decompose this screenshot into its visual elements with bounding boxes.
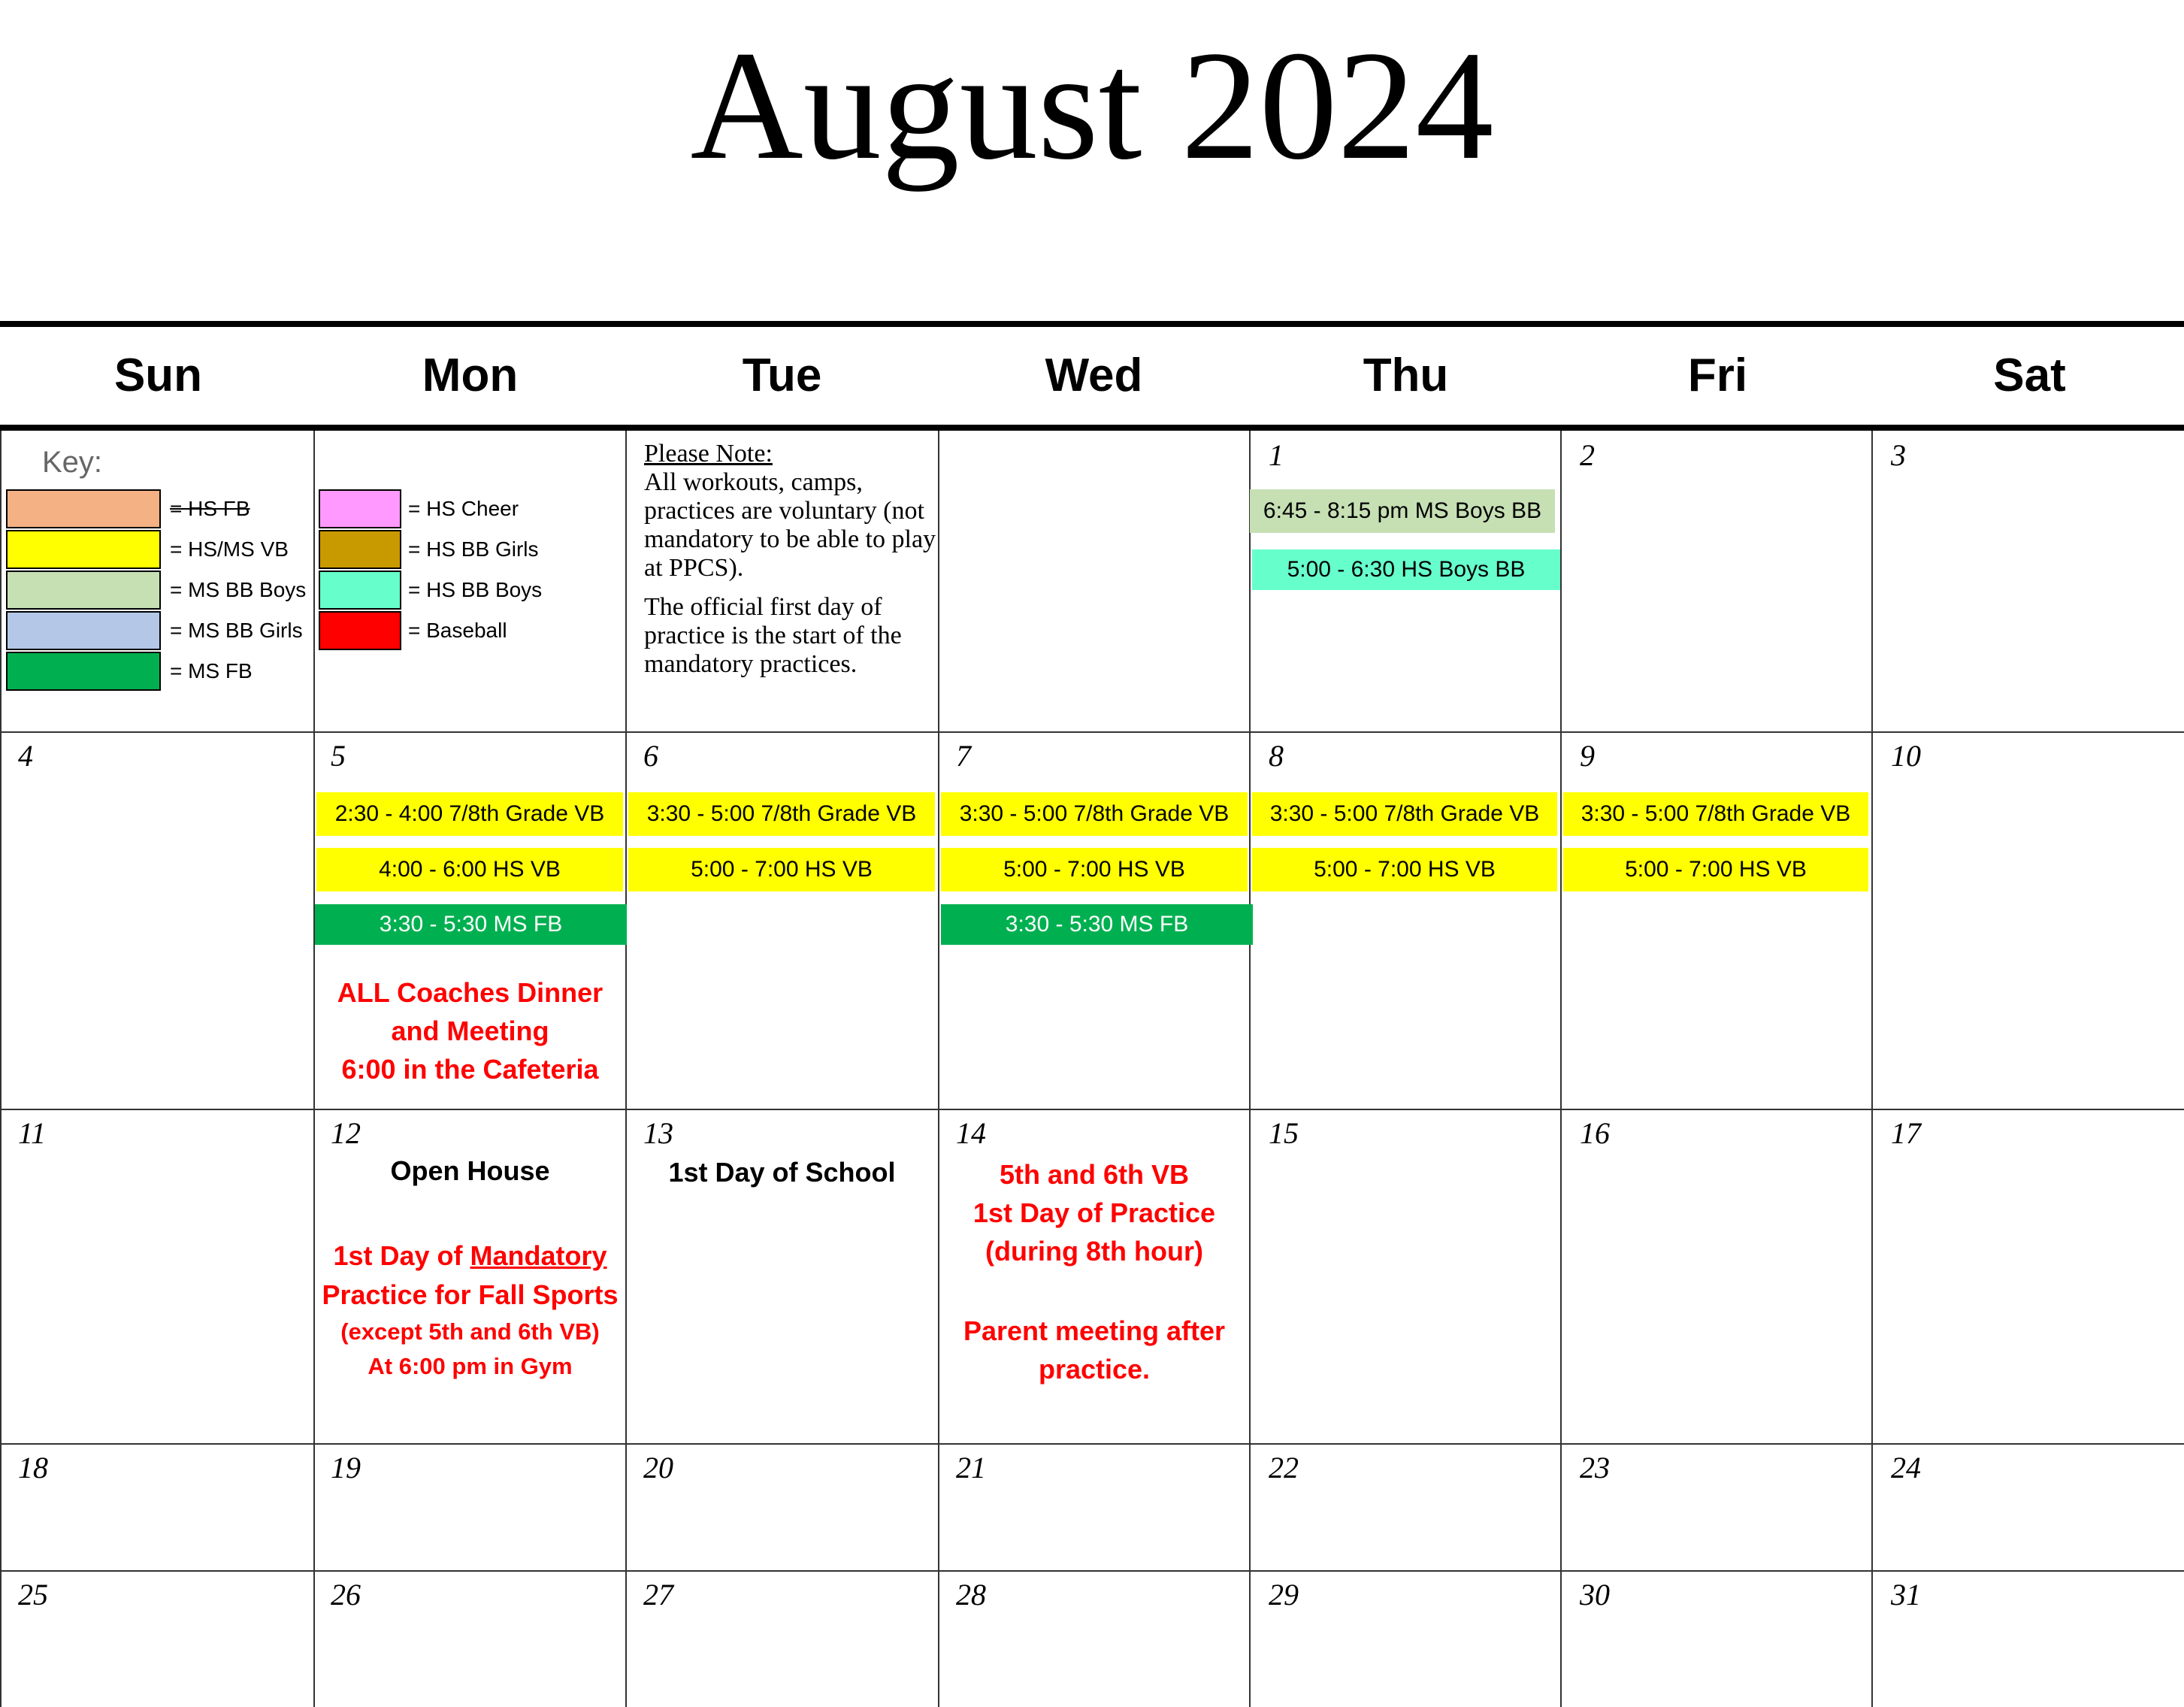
row-divider (0, 1109, 2184, 1110)
day-number: 19 (331, 1451, 361, 1485)
day-number: 13 (643, 1116, 673, 1150)
note-line: Parent meeting after (963, 1315, 1226, 1346)
day-number: 12 (331, 1116, 361, 1150)
header-top-rule (0, 321, 2184, 327)
open-house-label: Open House (390, 1155, 550, 1186)
note-line: and Meeting (391, 1015, 549, 1046)
event-vb-78: 2:30 - 4:00 7/8th Grade VB (316, 792, 623, 836)
event-hs-vb: 5:00 - 7:00 HS VB (941, 848, 1248, 891)
key-title: Key: (42, 446, 103, 479)
key-swatch-hs-bb-girls (319, 530, 401, 569)
note-line: 1st Day of Mandatory (333, 1240, 607, 1271)
col-divider (1560, 431, 1562, 1707)
weekday-fri: Fri (1687, 350, 1748, 401)
day-number: 10 (1891, 739, 1921, 773)
day-number: 31 (1891, 1578, 1921, 1612)
event-hs-vb: 5:00 - 7:00 HS VB (628, 848, 935, 891)
coaches-dinner-note (315, 973, 625, 1088)
key-swatch-ms-bb-girls (6, 611, 161, 650)
day-number: 14 (956, 1116, 986, 1150)
day-number: 18 (18, 1451, 48, 1485)
event-vb-78: 3:30 - 5:00 7/8th Grade VB (628, 792, 935, 836)
event-ms-fb: 3:30 - 5:30 MS FB (315, 904, 627, 945)
col-divider (1249, 431, 1251, 1707)
day-number: 20 (643, 1451, 673, 1485)
event-hs-boys-bb: 5:00 - 6:30 HS Boys BB (1252, 549, 1560, 590)
please-note-heading: Please Note: (644, 440, 773, 468)
row-divider (0, 1443, 2184, 1445)
day-number: 28 (956, 1578, 986, 1612)
day-number: 16 (1580, 1116, 1610, 1150)
day-number: 27 (643, 1578, 673, 1612)
day-number: 11 (18, 1116, 47, 1150)
day-number: 3 (1891, 438, 1906, 472)
key-swatch-hs-ms-vb (6, 530, 161, 569)
event-hs-vb: 4:00 - 6:00 HS VB (316, 848, 623, 891)
day-number: 5 (331, 739, 346, 773)
note-line: (except 5th and 6th VB) (340, 1318, 600, 1345)
note-line: ALL Coaches Dinner (337, 977, 603, 1008)
row-divider (0, 1570, 2184, 1572)
please-note (644, 440, 941, 689)
key-label-ms-fb: = MS FB (170, 659, 253, 682)
event-ms-fb: 3:30 - 5:30 MS FB (941, 904, 1253, 945)
key-label-hs-cheer: = HS Cheer (408, 497, 519, 520)
day-number: 25 (18, 1578, 48, 1612)
weekday-sat: Sat (1993, 350, 2066, 401)
key-swatch-ms-bb-boys (6, 571, 161, 610)
event-hs-vb: 5:00 - 7:00 HS VB (1563, 848, 1868, 891)
note-line: 6:00 in the Cafeteria (341, 1054, 599, 1085)
key-label-hs-bb-boys: = HS BB Boys (408, 578, 543, 601)
day-number: 4 (18, 739, 33, 773)
please-note-para1: All workouts, camps, practices are voluntary (not mandatory to be able to play at PPCS). (644, 468, 936, 582)
day-number: 21 (956, 1451, 986, 1485)
key-label-ms-bb-girls: = MS BB Girls (170, 619, 303, 642)
key-swatch-hs-cheer (319, 489, 401, 528)
event-vb-78: 3:30 - 5:00 7/8th Grade VB (1252, 792, 1557, 836)
first-day-of-school-label: 1st Day of School (668, 1157, 896, 1188)
col-divider (0, 431, 2, 1707)
weekday-tue: Tue (742, 350, 822, 401)
mandatory-practice-note (315, 1236, 625, 1384)
day-number: 24 (1891, 1451, 1921, 1485)
day-number: 2 (1580, 438, 1595, 472)
day-number: 22 (1269, 1451, 1299, 1485)
event-hs-vb: 5:00 - 7:00 HS VB (1252, 848, 1557, 891)
day-number: 26 (331, 1578, 361, 1612)
key-swatch-hs-fb (6, 489, 161, 528)
weekday-wed: Wed (1045, 350, 1143, 401)
key-label-hs-bb-girls: = HS BB Girls (408, 537, 539, 561)
header-bottom-rule (0, 425, 2184, 431)
weekday-thu: Thu (1363, 350, 1449, 401)
day-number: 15 (1269, 1116, 1299, 1150)
note-line: 5th and 6th VB (999, 1159, 1190, 1190)
key-swatch-baseball (319, 611, 401, 650)
key-label-baseball: = Baseball (408, 619, 507, 642)
note-line: practice. (1038, 1354, 1151, 1385)
key-label-ms-bb-boys: = MS BB Boys (170, 578, 307, 601)
key-label-hs-ms-vb: = HS/MS VB (170, 537, 289, 561)
note-line: (during 8th hour) (985, 1236, 1203, 1267)
key-label-hs-fb: = HS FB (170, 497, 250, 520)
weekday-sun: Sun (113, 350, 203, 401)
col-divider (625, 431, 627, 1707)
note-line: 1st Day of Practice (973, 1197, 1216, 1228)
note-line: At 6:00 pm in Gym (368, 1353, 573, 1379)
parent-meeting-note (939, 1312, 1249, 1388)
day-number: 29 (1269, 1578, 1299, 1612)
key-swatch-hs-bb-boys (319, 571, 401, 610)
please-note-para2: The official first day of practice is the start of the mandatory practices. (644, 593, 902, 678)
row-divider (0, 731, 2184, 733)
calendar-title: August 2024 (690, 19, 1494, 192)
day-number: 6 (643, 739, 658, 773)
note-line: Practice for Fall Sports (322, 1279, 619, 1310)
day-number: 23 (1580, 1451, 1610, 1485)
day-number: 1 (1269, 438, 1284, 472)
day-number: 8 (1269, 739, 1284, 773)
day-number: 17 (1891, 1116, 1921, 1150)
event-vb-78: 3:30 - 5:00 7/8th Grade VB (941, 792, 1248, 836)
key-swatch-ms-fb (6, 652, 161, 691)
weekday-mon: Mon (422, 350, 519, 401)
day-number: 9 (1580, 739, 1595, 773)
event-vb-78: 3:30 - 5:00 7/8th Grade VB (1563, 792, 1868, 836)
vb-first-practice-note (939, 1155, 1249, 1270)
event-ms-boys-bb: 6:45 - 8:15 pm MS Boys BB (1250, 489, 1555, 533)
day-number: 7 (956, 739, 971, 773)
col-divider (1871, 431, 1873, 1707)
calendar-grid (0, 431, 2184, 1707)
day-number: 30 (1580, 1578, 1610, 1612)
